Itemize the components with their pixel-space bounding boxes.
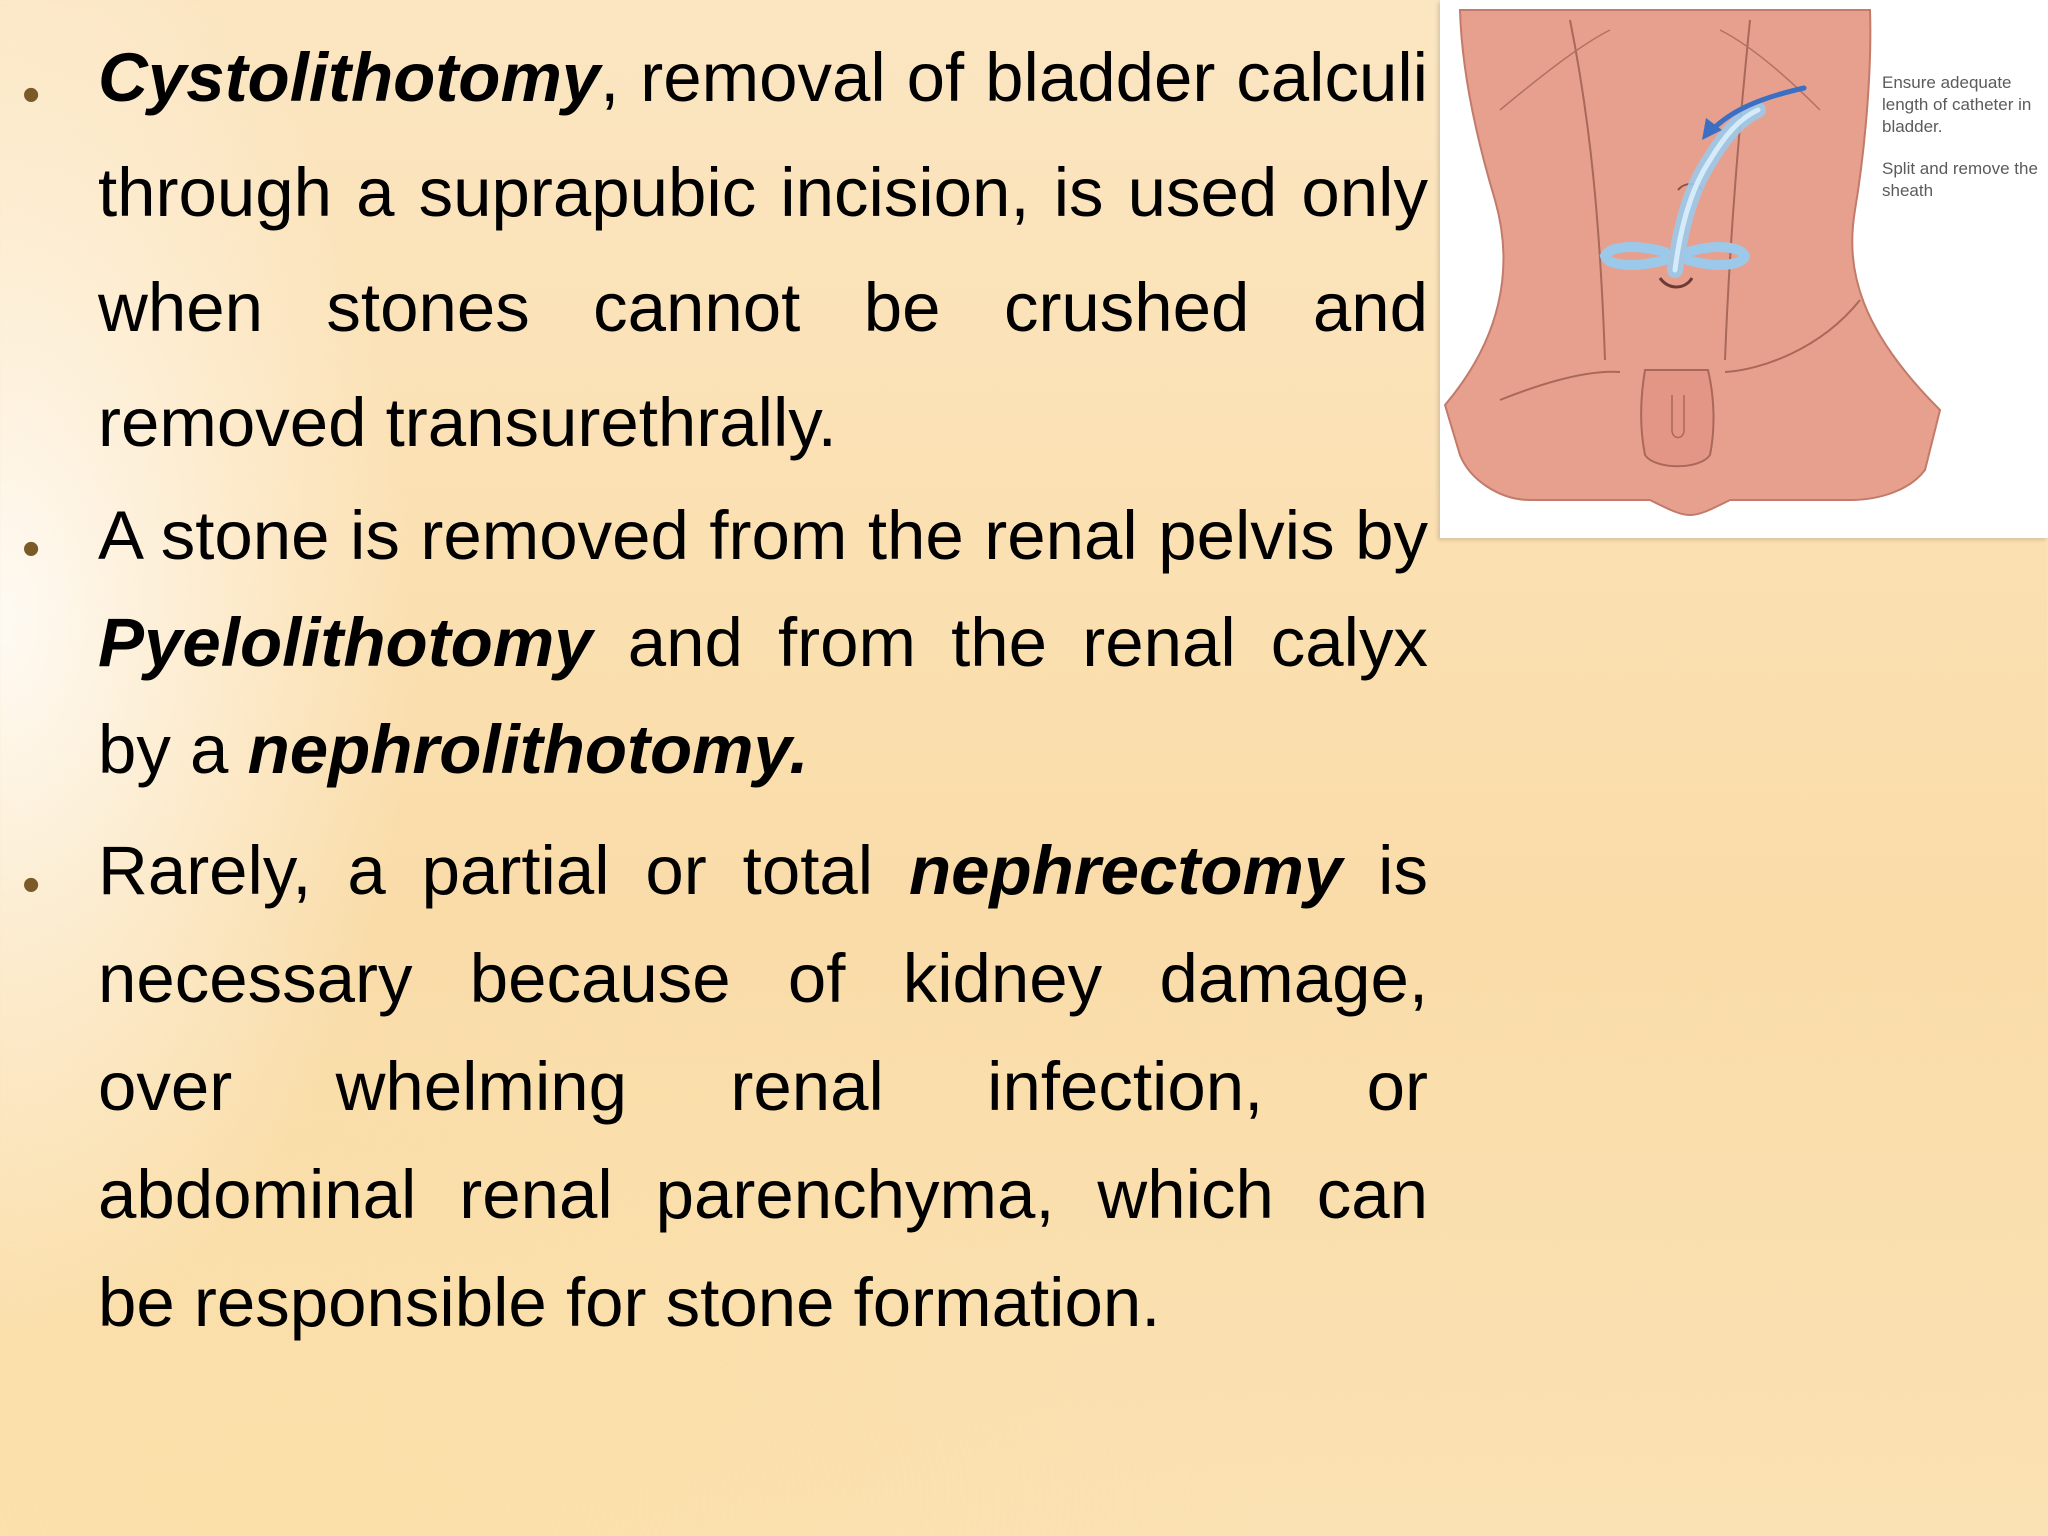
bullet-text: and from the renal calyx by a bbox=[98, 604, 1428, 788]
bullet-cystolithotomy bbox=[0, 20, 1428, 480]
term-nephrectomy: nephrectomy bbox=[908, 832, 1343, 909]
bullet-text: is necessary because of kidney damage, over whelming renal infection, or abdominal renal parenchyma, which can be responsible for stone formation. bbox=[98, 832, 1428, 1341]
term-nephrolithotomy: nephrolithotomy. bbox=[247, 711, 809, 788]
bullet-dot: • bbox=[22, 66, 41, 124]
genital-outline bbox=[1641, 370, 1713, 466]
slide-body bbox=[0, 20, 1440, 1357]
suprapubic-catheter-illustration bbox=[1440, 0, 2048, 538]
term-pyelolithotomy: Pyelolithotomy bbox=[98, 604, 593, 681]
figure-label-catheter-length: Ensure adequate length of catheter in bladder. bbox=[1882, 73, 2032, 136]
term-cystolithotomy: Cystolithotomy bbox=[98, 39, 601, 116]
bullet-nephrectomy bbox=[0, 817, 1428, 1357]
figure-label-split-sheath: Split and remove the sheath bbox=[1882, 159, 2038, 200]
bullet-dot: • bbox=[22, 856, 41, 914]
bullet-text: A stone is removed from the renal pelvis by bbox=[98, 497, 1428, 574]
bullet-text: , removal of bladder calculi through a suprapubic incision, is used only when stones cannot be crushed and removed transurethrally. bbox=[98, 39, 1428, 461]
bullet-text: Rarely, a partial or total bbox=[98, 832, 909, 909]
bullet-dot: • bbox=[22, 520, 41, 578]
bullet-pyelolithotomy bbox=[0, 482, 1428, 803]
